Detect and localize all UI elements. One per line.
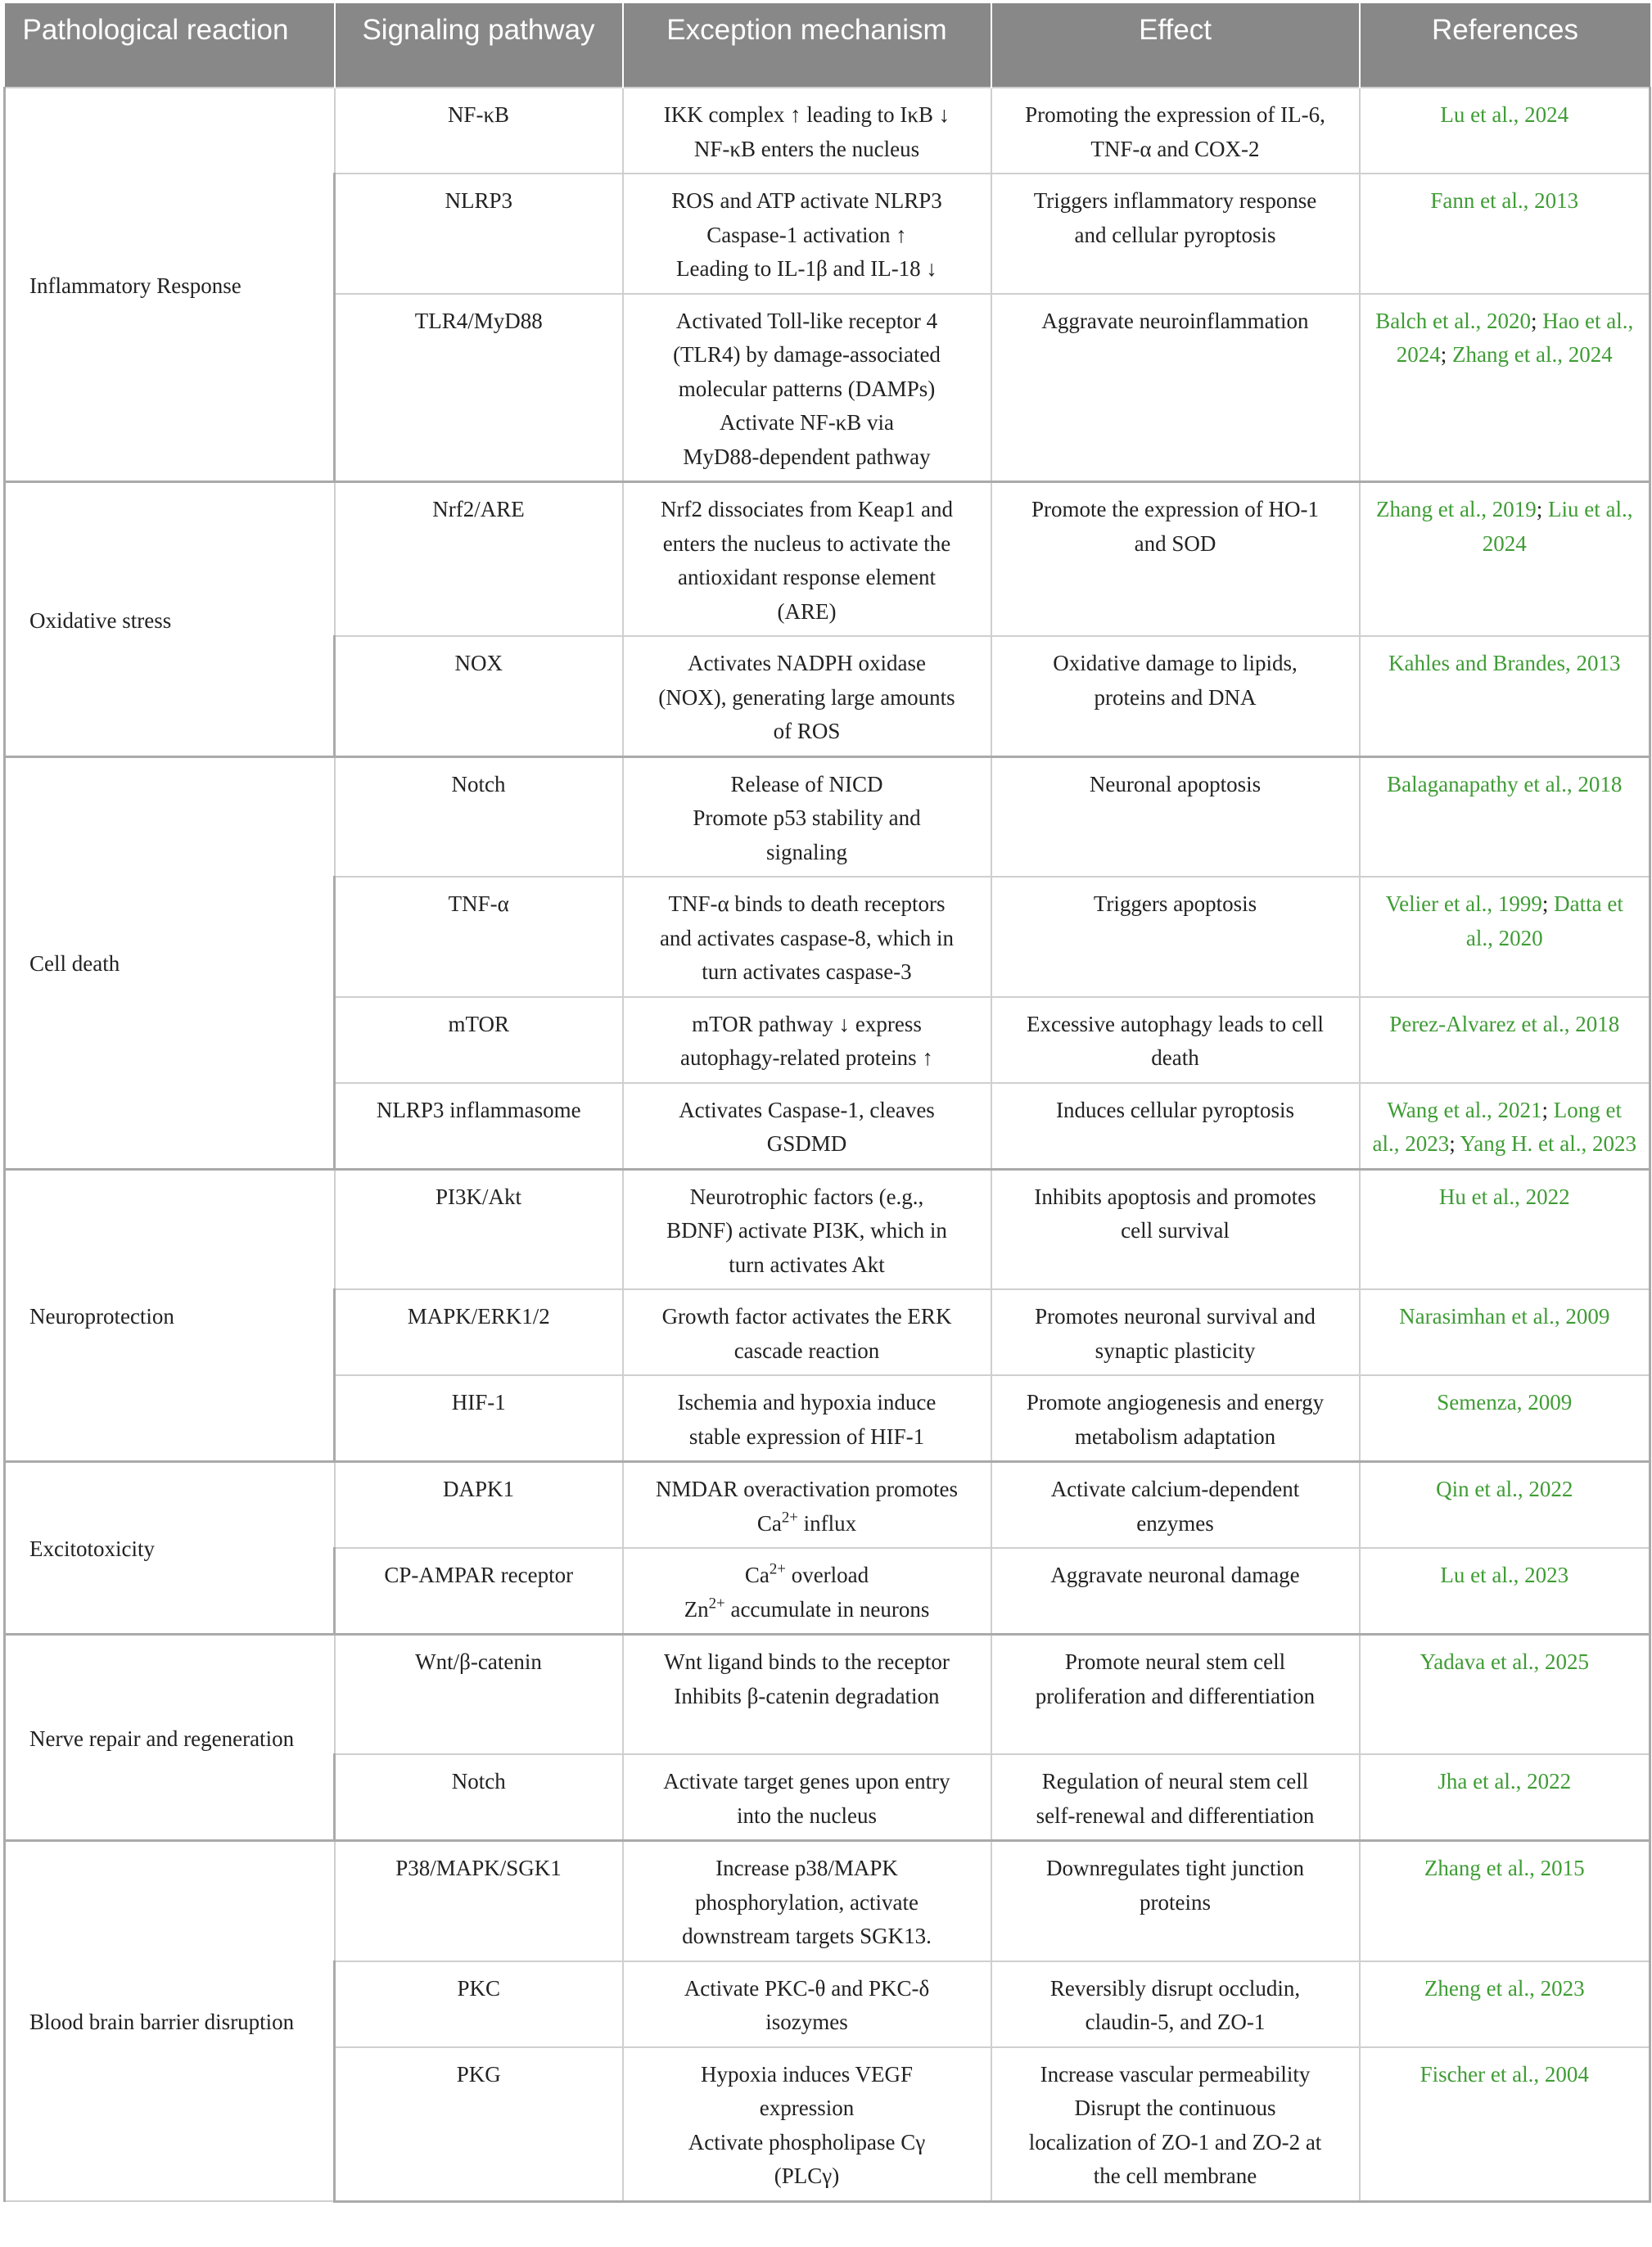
effect-line: proliferation and differentiation [1035,1683,1316,1708]
effect-line: Aggravate neuronal damage [1050,1563,1300,1587]
effect-line: Disrupt the continuous [1074,2096,1276,2120]
mechanism-line: Activated Toll-like receptor 4 [675,308,938,333]
reference-link[interactable]: Yang H. et al., 2023 [1460,1131,1636,1156]
exception-mechanism-cell [623,1635,991,1755]
effect-cell [991,1635,1360,1755]
header-pathological-reaction: Pathological reaction [5,3,335,88]
references-cell [1360,1754,1650,1841]
pathological-reaction-cell: Oxidative stress [5,482,335,757]
reference-link[interactable]: Yadava et al., 2025 [1420,1649,1589,1674]
mechanism-line: isozymes [765,2010,848,2034]
table-body [5,88,1650,2201]
references-cell [1360,1961,1650,2047]
effect-cell [991,1754,1360,1841]
effect-line: Oxidative damage to lipids, [1053,651,1298,675]
header-references: References [1360,3,1650,88]
mechanism-line: ROS and ATP activate NLRP3 [671,188,942,213]
exception-mechanism-cell [623,1083,991,1170]
mechanism-line: enters the nucleus to activate the [662,530,951,556]
reference-link[interactable]: Lu et al., 2023 [1440,1563,1569,1587]
mechanism-line: Inhibits β-catenin degradation [674,1683,940,1708]
mechanism-line: Nrf2 dissociates from Keap1 and [661,497,953,521]
signaling-pathway-cell: CP-AMPAR receptor [335,1548,623,1635]
effect-line: proteins and DNA [1094,684,1257,710]
effect-line: proteins [1140,1889,1211,1915]
references-cell [1360,1841,1650,1961]
reference-link[interactable]: Velier et al., 1999 [1385,891,1542,916]
exception-mechanism-cell [623,1169,991,1289]
reference-link[interactable]: Hu et al., 2022 [1438,1184,1570,1209]
mechanism-line: Activates Caspase-1, cleaves [679,1097,935,1122]
effect-cell [991,1375,1360,1462]
exception-mechanism-cell [623,756,991,877]
mechanism-line: $Zn^{2+}$ accumulate in neurons [684,1595,930,1622]
pathological-reaction-cell: Cell death [5,756,335,1169]
effect-line: Triggers apoptosis [1093,891,1257,916]
references-cell [1360,1635,1650,1755]
reference-link[interactable]: Narasimhan et al., 2009 [1399,1304,1610,1329]
reference-link[interactable]: Perez-Alvarez et al., 2018 [1389,1011,1620,1036]
mechanism-line: and activates caspase-8, which in [659,925,955,950]
signaling-pathway-cell: TLR4/MyD88 [335,294,623,482]
exception-mechanism-cell [623,174,991,294]
mechanism-line: Activate NF-κB via [719,410,895,435]
table-row [5,88,1650,174]
mechanism-line: of ROS [773,719,841,743]
signaling-pathway-cell: PI3K/Akt [335,1169,623,1289]
exception-mechanism-cell [623,88,991,174]
effect-line: and cellular pyroptosis [1074,222,1276,247]
signaling-pathway-cell: mTOR [335,997,623,1083]
effect-line: Triggers inflammatory response [1033,188,1317,213]
mechanism-line: IKK complex ↑ leading to IκB ↓ [663,102,950,127]
effect-line: Promote the expression of HO-1 [1031,497,1319,521]
references-cell [1360,2047,1650,2202]
exception-mechanism-cell [623,294,991,482]
reference-link[interactable]: Balch et al., 2020 [1375,308,1531,333]
signaling-pathway-cell: PKG [335,2047,623,2202]
effect-line: localization of ZO-1 and ZO-2 at [1028,2129,1322,2155]
mechanism-line: (NOX), generating large amounts [658,684,955,710]
mechanism-line: Promote p53 stability and [693,805,921,830]
signaling-pathways-table [3,3,1651,2203]
effect-cell [991,1289,1360,1375]
reference-link[interactable]: Datta et al., 2020 [1465,891,1623,950]
reference-link[interactable]: Zhang et al., 2024 [1452,342,1613,367]
effect-cell [991,1961,1360,2047]
references-cell [1360,636,1650,756]
effect-cell [991,482,1360,637]
reference-link[interactable]: Kahles and Brandes, 2013 [1388,651,1621,675]
pathological-reaction-cell: Blood brain barrier disruption [5,1841,335,2202]
effect-line: Downregulates tight junction [1046,1856,1304,1880]
header-exception-mechanism: Exception mechanism [623,3,991,88]
mechanism-line: into the nucleus [737,1803,877,1828]
mechanism-line: Activate phospholipase Cγ [688,2129,926,2155]
references-cell [1360,1548,1650,1635]
reference-link[interactable]: Zhang et al., 2015 [1424,1856,1585,1880]
mechanism-line: NMDAR overactivation promotes [656,1477,958,1501]
reference-link[interactable]: Jha et al., 2022 [1438,1769,1572,1794]
mechanism-line: cascade reaction [733,1338,880,1363]
effect-line: death [1151,1045,1199,1070]
reference-link[interactable]: Lu et al., 2024 [1440,102,1569,127]
effect-line: Promotes neuronal survival and [1035,1304,1316,1329]
effect-line: cell survival [1121,1218,1230,1243]
mechanism-line: mTOR pathway ↓ express [692,1011,922,1036]
exception-mechanism-cell [623,877,991,997]
reference-link[interactable]: Zhang et al., 2019 [1376,497,1537,521]
effect-line: Activate calcium-dependent [1050,1477,1300,1501]
pathological-reaction-cell: Inflammatory Response [5,88,335,482]
mechanism-line: (PLCγ) [774,2164,840,2188]
effect-cell [991,636,1360,756]
mechanism-line: antioxidant response element [678,565,936,589]
header-signaling-pathway: Signaling pathway [335,3,623,88]
signaling-pathway-cell: NLRP3 [335,174,623,294]
signaling-pathway-cell: DAPK1 [335,1462,623,1549]
mechanism-line: Caspase-1 activation ↑ [706,222,907,247]
effect-line: Promote angiogenesis and energy [1026,1390,1325,1415]
references-cell: Wang et al., 2021; Long et al., 2023; Yang H. et al., 2023 [1360,1083,1650,1170]
mechanism-line: Leading to IL-1β and IL-18 ↓ [676,256,937,281]
mechanism-line: Hypoxia induces VEGF [701,2061,913,2087]
effect-line: Induces cellular pyroptosis [1056,1097,1294,1122]
signaling-pathway-cell: Notch [335,1754,623,1841]
exception-mechanism-cell [623,1841,991,1961]
table-row [5,1635,1650,1755]
effect-line: and SOD [1134,530,1216,556]
signaling-pathway-cell: NF-κB [335,88,623,174]
signaling-pathway-cell: Notch [335,756,623,877]
table-row [5,756,1650,877]
mechanism-line: Increase p38/MAPK [715,1856,898,1880]
exception-mechanism-cell [623,1289,991,1375]
references-cell: Velier et al., 1999; Datta et al., 2020 [1360,877,1650,997]
mechanism-line: Activate target genes upon entry [663,1769,950,1794]
mechanism-line: NF-κB enters the nucleus [693,136,920,161]
reference-link[interactable]: Hao et al., 2024 [1396,308,1634,367]
mechanism-line: $Ca^{2+}$ influx [756,1509,857,1536]
references-cell [1360,1375,1650,1462]
effect-line: the cell membrane [1093,2164,1257,2188]
header-row [5,3,1650,88]
mechanism-line: (ARE) [777,598,837,624]
pathological-reaction-cell: Neuroprotection [5,1169,335,1462]
effect-line: Reversibly disrupt occludin, [1049,1975,1301,2001]
effect-line: self-renewal and differentiation [1036,1803,1315,1828]
exception-mechanism-cell [623,482,991,637]
exception-mechanism-cell [623,1375,991,1462]
references-cell [1360,174,1650,294]
references-cell [1360,1462,1650,1549]
reference-link[interactable]: Fann et al., 2013 [1430,188,1579,213]
effect-cell [991,997,1360,1083]
signaling-pathway-cell: PKC [335,1961,623,2047]
exception-mechanism-cell [623,1754,991,1841]
mechanism-line: BDNF) activate PI3K, which in [666,1218,947,1243]
effect-cell [991,1462,1360,1549]
mechanism-line: Ischemia and hypoxia induce [677,1390,937,1415]
effect-line: Aggravate neuroinflammation [1041,308,1309,333]
exception-mechanism-cell [623,2047,991,2202]
effect-cell [991,756,1360,877]
references-cell [1360,1169,1650,1289]
mechanism-line: Wnt ligand binds to the receptor [664,1649,950,1674]
effect-line: synaptic plasticity [1095,1338,1256,1363]
effect-cell [991,174,1360,294]
reference-link[interactable]: Wang et al., 2021 [1387,1097,1542,1122]
pathological-reaction-cell: Excitotoxicity [5,1462,335,1635]
reference-link[interactable]: Zheng et al., 2023 [1424,1975,1585,2001]
mechanism-line: stable expression of HIF-1 [688,1424,925,1449]
effect-line: Increase vascular permeability [1040,2061,1311,2087]
signaling-pathway-cell: MAPK/ERK1/2 [335,1289,623,1375]
signaling-pathway-cell: Nrf2/ARE [335,482,623,637]
mechanism-line: GSDMD [766,1131,847,1156]
effect-cell [991,877,1360,997]
exception-mechanism-cell [623,1961,991,2047]
mechanism-line: signaling [766,839,847,864]
mechanism-line: turn activates caspase-3 [702,959,912,984]
exception-mechanism-cell [623,1548,991,1635]
reference-link[interactable]: Fischer et al., 2004 [1420,2061,1589,2087]
mechanism-line: phosphorylation, activate [695,1889,919,1915]
mechanism-line: Neurotrophic factors (e.g., [689,1184,924,1209]
references-cell [1360,88,1650,174]
exception-mechanism-cell [623,636,991,756]
effect-cell [991,88,1360,174]
mechanism-line: Activate PKC-θ and PKC-δ [684,1975,930,2001]
signaling-pathway-cell: HIF-1 [335,1375,623,1462]
exception-mechanism-cell [623,1462,991,1549]
reference-link[interactable]: Liu et al., 2024 [1482,497,1633,556]
reference-link[interactable]: Long et al., 2023 [1372,1097,1623,1156]
references-cell: Zhang et al., 2019; Liu et al., 2024 [1360,482,1650,637]
effect-line: Excessive autophagy leads to cell [1027,1011,1324,1036]
references-cell [1360,997,1650,1083]
mechanism-line: $Ca^{2+}$ overload [744,1560,869,1587]
mechanism-line: molecular patterns (DAMPs) [678,376,936,401]
effect-line: Neuronal apoptosis [1089,771,1262,796]
mechanism-line: autophagy-related proteins ↑ [680,1045,933,1070]
signaling-pathway-cell: Wnt/β-catenin [335,1635,623,1755]
effect-cell [991,1169,1360,1289]
reference-link[interactable]: Semenza, 2009 [1437,1390,1573,1415]
effect-line: Promoting the expression of IL-6, [1025,102,1325,127]
effect-line: metabolism adaptation [1074,1424,1276,1449]
header-effect: Effect [991,3,1360,88]
mechanism-line: downstream targets SGK13. [682,1924,932,1948]
effect-cell [991,1083,1360,1170]
signaling-pathway-cell: P38/MAPK/SGK1 [335,1841,623,1961]
table-row [5,482,1650,637]
effect-cell [991,294,1360,482]
reference-link[interactable]: Balaganapathy et al., 2018 [1387,771,1623,796]
mechanism-line: MyD88-dependent pathway [683,444,931,469]
effect-line: enzymes [1136,1510,1214,1536]
table-row [5,1169,1650,1289]
pathological-reaction-cell: Nerve repair and regeneration [5,1635,335,1841]
table-container [3,3,1649,2203]
table-row [5,1462,1650,1549]
effect-cell [991,1841,1360,1961]
signaling-pathway-cell: TNF-α [335,877,623,997]
mechanism-line: expression [759,2096,855,2120]
table-row [5,1841,1650,1961]
signaling-pathway-cell: NLRP3 inflammasome [335,1083,623,1170]
effect-line: claudin-5, and ZO-1 [1085,2010,1266,2034]
effect-line: Inhibits apoptosis and promotes [1034,1184,1316,1209]
mechanism-line: turn activates Akt [729,1252,885,1277]
mechanism-line: Activates NADPH oxidase [688,651,926,675]
mechanism-line: TNF-α binds to death receptors [668,891,946,916]
signaling-pathway-cell: NOX [335,636,623,756]
references-cell [1360,1289,1650,1375]
effect-line: Promote neural stem cell [1064,1649,1286,1674]
effect-cell [991,2047,1360,2202]
reference-link[interactable]: Qin et al., 2022 [1436,1477,1573,1501]
mechanism-line: (TLR4) by damage-associated [673,342,941,367]
effect-line: Regulation of neural stem cell [1041,1769,1309,1794]
effect-cell [991,1548,1360,1635]
effect-line: TNF-α and COX-2 [1090,136,1260,161]
references-cell: Balch et al., 2020; Hao et al., 2024; Zhang et al., 2024 [1360,294,1650,482]
exception-mechanism-cell [623,997,991,1083]
mechanism-line: Release of NICD [730,771,883,796]
references-cell [1360,756,1650,877]
mechanism-line: Growth factor activates the ERK [661,1304,952,1329]
